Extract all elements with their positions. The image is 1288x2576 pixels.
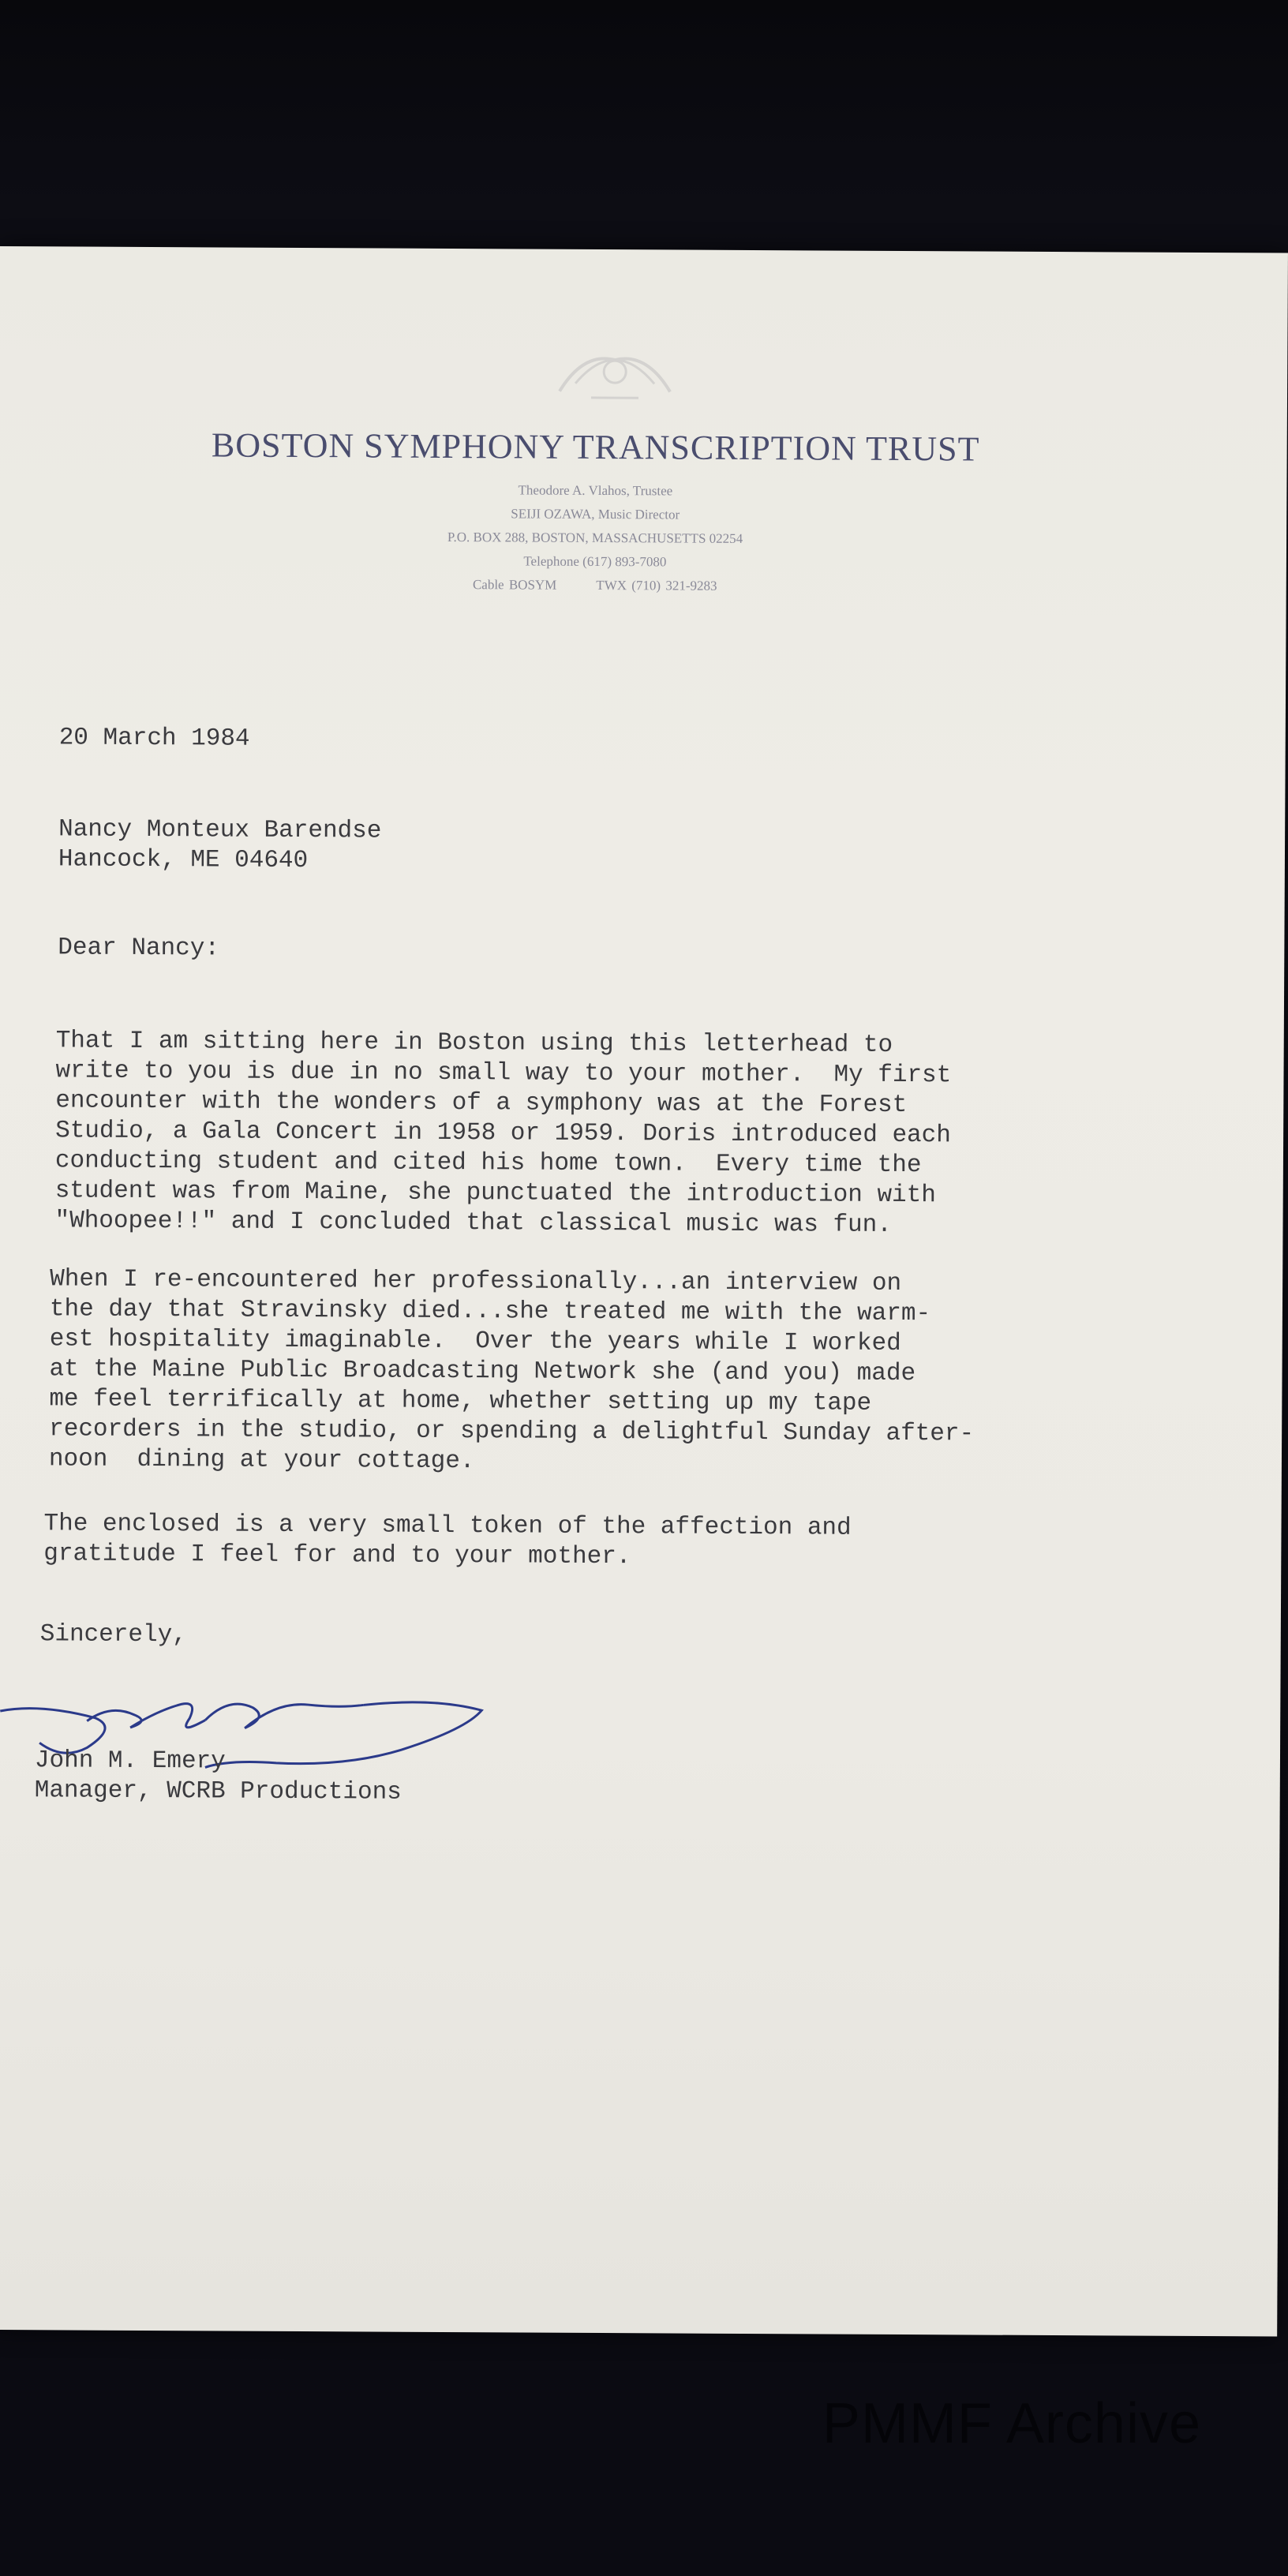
body-paragraph-1: That I am sitting here in Boston using this letterhead to write to you is due in no small way to your mother. My first encounter with the wonders of a symphony was at the Forest Studio, a Gala Concert in 1958 or 1959. Doris introduced each conducting student and cited his home town. Every time the student was from Maine, she punctuated the introduction with "Whoopee!!" and I concluded that classical music was fun. (54, 1027, 952, 1239)
recipient-block (58, 814, 382, 876)
crest-emblem-icon (544, 336, 686, 408)
letterhead-cable-twx (0, 575, 1239, 597)
body-paragraph-3: The enclosed is a very small token of the affection and gratitude I feel for and to your mother. (43, 1510, 852, 1571)
letterhead-cable: Cable BOSYM (472, 577, 557, 593)
archive-watermark: PMMF Archive (822, 2392, 1201, 2455)
letterhead-trustee: Theodore A. Vlahos, Trustee (518, 482, 673, 499)
signer-title: Manager, WCRB Productions (34, 1777, 402, 1807)
recipient-address: Hancock, ME 04640 (58, 845, 309, 875)
letterhead-twx: TWX (710) 321-9283 (596, 577, 717, 593)
letterhead-director: SEIJI OZAWA, Music Director (511, 506, 680, 522)
letterhead-telephone: Telephone (617) 893-7080 (523, 553, 667, 570)
salutation: Dear Nancy: (58, 934, 220, 963)
signer-name: John M. Emery (34, 1747, 226, 1776)
letterhead-address: P.O. BOX 288, BOSTON, MASSACHUSETTS 02254 (447, 529, 743, 546)
recipient-name: Nancy Monteux Barendse (58, 815, 382, 845)
letterhead-organization: BOSTON SYMPHONY TRANSCRIPTION TRUST (211, 425, 980, 469)
body-paragraph-2: When I re-encountered her professionally...an interview on the day that Stravinsky died...she treated me with the warm- est hospitality imaginable. Over the years while I worked at the Maine Public Broadcasting Network she (and you) made me feel terrifically at home, whether setting up my tape recorders in the studio, or spending a delightful Sunday after- noon dining at your cottage. (48, 1265, 975, 1476)
letter-date: 20 March 1984 (58, 724, 250, 753)
letter-page (0, 246, 1288, 2337)
closing: Sincerely, (39, 1620, 187, 1649)
